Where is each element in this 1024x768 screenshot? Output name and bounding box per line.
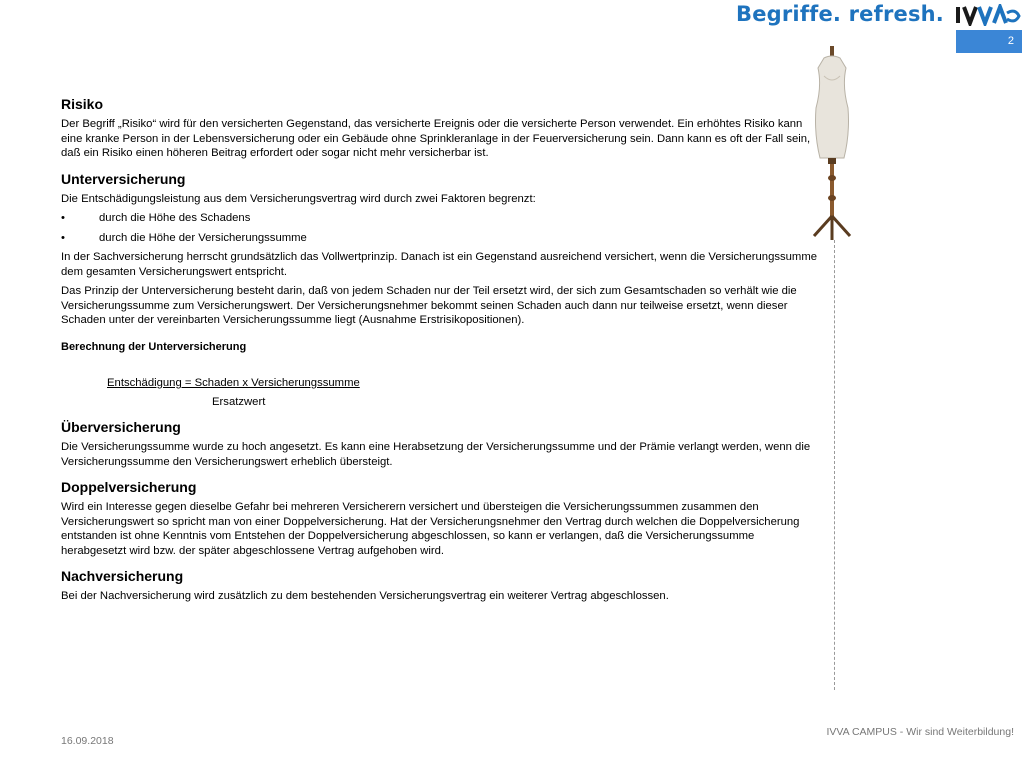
bullet-text: durch die Höhe der Versicherungssumme [99, 231, 307, 244]
page-number-box [956, 30, 1022, 53]
text-doppelversicherung: Wird ein Interesse gegen dieselbe Gefahr bei mehreren Versicherern versichert und übersteigen die Versicherungssummen zusammen den Versicherungswert so spricht man von einer Doppelversicherung. Hat der Versicherungsnehmer den Vertrag durch welchen die Doppelversicherung entstanden ist ohne Kenntnis vom Entstehen der Doppelversicherung abgeschlossen, so kann er verlangen, daß die Versicherungssumme herabgesetzt wird bzw. der später abgeschlossene Vertrag aufgehoben wird. [61, 501, 800, 557]
section-nachversicherung [61, 568, 821, 604]
text-ueberversicherung: Die Versicherungssumme wurde zu hoch angesetzt. Es kann eine Herabsetzung der Versicherungssumme und der Prämie verlangt werden, wenn die Versicherungssumme den Versicherungswert erheblich übersteigt. [61, 441, 811, 468]
heading-unterversicherung: Unterversicherung [61, 170, 186, 187]
section-doppelversicherung [61, 479, 821, 558]
text-risiko: Der Begriff „Risiko“ wird für den versicherten Gegenstand, das versicherte Ereignis oder die versicherte Person verwendet. Ein erhöhtes Risiko kann eine kranke Person in der Lebensversicherung oder ein Gebäude ohne Sprinkleranlage in der Feuerversicherung sein. Dann kann es oft der Fall sein, daß ein Risiko einen höheren Beitrag erfordert oder sogar nicht mehr versicherbar ist. [61, 118, 811, 159]
page-title: Begriffe. refresh. [735, 2, 944, 26]
footer-date: 16.09.2018 [61, 735, 114, 747]
heading-risiko: Risiko [61, 96, 104, 112]
divider-line [834, 240, 835, 690]
ivva-logo [955, 4, 1021, 26]
bullet-icon: • [61, 231, 65, 244]
section-ueberversicherung [61, 419, 821, 469]
section-risiko [61, 96, 821, 161]
section-unterversicherung [61, 171, 821, 410]
heading-doppelversicherung: Doppelversicherung [61, 479, 197, 495]
bullet-icon: • [61, 212, 65, 224]
list-item [61, 231, 821, 246]
bullet-text: durch die Höhe des Schadens [99, 212, 251, 224]
page-number: 2 [1007, 35, 1014, 47]
text-prinzip-unterversicherung: Das Prinzip der Unterversicherung besteht darin, daß von jedem Schaden nur der Teil ersetzt wird, der sich zum Gesamtschaden so verhält wie die Versicherungssumme zum Versicherungswert. Der Versicherungsnehmer bekommt seinen Schaden auch dann nur teilweise ersetzt, wenn dieser Schaden unter der vereinbarten Versicherungssumme liegt (Ausnahme Erstrisikopositionen). [61, 285, 797, 326]
text-nachversicherung: Bei der Nachversicherung wird zusätzlich zu dem bestehenden Versicherungsvertrag ein weiterer Vertrag abgeschlossen. [61, 590, 669, 602]
text-vollwertprinzip: In der Sachversicherung herrscht grundsätzlich das Vollwertprinzip. Danach ist ein Gegenstand ausreichend versichert, wenn die Versicherungssumme dem gesamten Versicherungswert entspricht. [61, 251, 818, 278]
formula: Entschädigung = Schaden x Versicherungssumme [107, 377, 360, 389]
calc-title: Berechnung der Unterversicherung [61, 340, 247, 353]
list-item [61, 211, 821, 226]
heading-ueberversicherung: Überversicherung [61, 419, 181, 435]
heading-nachversicherung: Nachversicherung [61, 568, 184, 584]
intro-unterversicherung: Die Entschädigungsleistung aus dem Versicherungsvertrag wird durch zwei Faktoren begrenzt: [61, 192, 536, 205]
main-content [61, 96, 821, 614]
footer-slogan: IVVA CAMPUS - Wir sind Weiterbildung! [826, 726, 1014, 738]
formula-denominator: Ersatzwert [212, 395, 266, 408]
